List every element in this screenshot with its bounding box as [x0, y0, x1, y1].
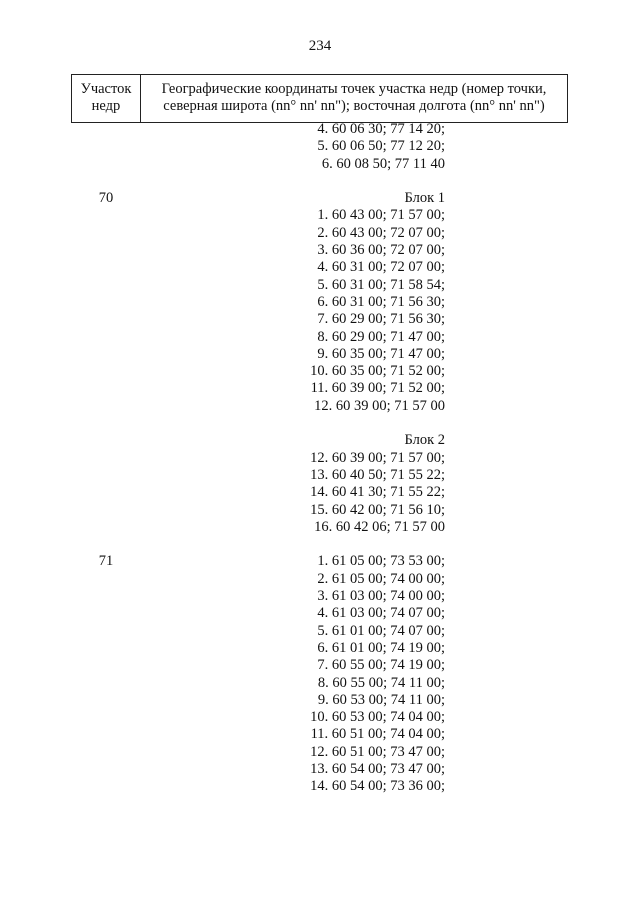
coordinate-point: 11. 60 51 00; 74 04 00; — [310, 726, 445, 743]
coordinate-point: 3. 60 36 00; 72 07 00; — [317, 242, 445, 259]
coordinate-point: 12. 60 51 00; 73 47 00; — [310, 743, 445, 760]
table-row — [71, 484, 568, 501]
coordinate-point: 12. 60 39 00; 71 57 00 — [314, 397, 445, 414]
header-coordinates-column — [141, 75, 568, 122]
coordinate-point: 9. 60 35 00; 71 47 00; — [317, 345, 445, 362]
table-row — [71, 207, 568, 224]
coordinate-point: 6. 60 31 00; 71 56 30; — [317, 293, 445, 310]
table-row — [71, 640, 568, 657]
coordinate-point: 8. 60 29 00; 71 47 00; — [317, 328, 445, 345]
coordinate-point: 1. 61 05 00; 73 53 00; — [317, 553, 445, 570]
coordinate-point: 5. 61 01 00; 74 07 00; — [317, 622, 445, 639]
table-row — [71, 761, 568, 778]
coordinate-point: 5. 60 31 00; 71 58 54; — [317, 276, 445, 293]
table-row — [71, 346, 568, 363]
table-row — [71, 432, 568, 449]
table-row — [71, 553, 568, 570]
table-row — [71, 605, 568, 622]
table-row — [71, 502, 568, 519]
coordinate-point: 4. 60 31 00; 72 07 00; — [317, 259, 445, 276]
header-plot-line1: Участок — [80, 81, 132, 97]
table-row — [71, 692, 568, 709]
table-row — [71, 259, 568, 276]
table-row — [71, 675, 568, 692]
table-row — [71, 121, 568, 138]
plot-number: 70 — [98, 190, 114, 207]
table-row — [71, 138, 568, 155]
coordinate-point: 2. 60 43 00; 72 07 00; — [317, 224, 445, 241]
table-row — [71, 467, 568, 484]
coordinate-point: 12. 60 39 00; 71 57 00; — [310, 449, 445, 466]
table-row — [71, 588, 568, 605]
block-title: Блок 1 — [404, 190, 445, 207]
coordinate-point: 13. 60 40 50; 71 55 22; — [310, 466, 445, 483]
table-row — [71, 571, 568, 588]
coordinate-point: 4. 60 06 30; 77 14 20; — [317, 121, 445, 137]
block-title: Блок 2 — [404, 432, 445, 449]
table-row — [71, 380, 568, 397]
coordinate-point: 7. 60 29 00; 71 56 30; — [317, 311, 445, 328]
header-plot-line2: недр — [91, 98, 121, 114]
plot-number: 71 — [98, 553, 114, 570]
coordinate-point: 5. 60 06 50; 77 12 20; — [317, 138, 445, 155]
page-number: 234 — [308, 38, 332, 54]
table-row — [71, 225, 568, 242]
table-row — [71, 242, 568, 259]
table-header — [71, 74, 568, 123]
coordinate-point: 16. 60 42 06; 71 57 00 — [314, 518, 445, 535]
table-row — [71, 294, 568, 311]
table-row — [71, 744, 568, 761]
table-row — [71, 363, 568, 380]
coordinate-point: 13. 60 54 00; 73 47 00; — [310, 760, 445, 777]
table-row — [71, 450, 568, 467]
coordinate-point: 6. 60 08 50; 77 11 40 — [321, 155, 445, 172]
coordinate-point: 15. 60 42 00; 71 56 10; — [310, 501, 445, 518]
table-row — [71, 398, 568, 415]
coordinate-point: 11. 60 39 00; 71 52 00; — [310, 380, 445, 397]
table-row — [71, 329, 568, 346]
coordinates-list — [71, 121, 568, 796]
table-row — [71, 778, 568, 795]
table-row — [71, 311, 568, 328]
coordinate-point: 3. 61 03 00; 74 00 00; — [317, 588, 445, 605]
coordinate-point: 10. 60 53 00; 74 04 00; — [310, 709, 445, 726]
table-row — [71, 156, 568, 173]
header-coordinates-line2: северная широта (nn° nn' nn"); восточная долгота (nn° nn' nn") — [163, 98, 545, 114]
table-row — [71, 190, 568, 207]
table-row — [71, 709, 568, 726]
coordinate-point: 8. 60 55 00; 74 11 00; — [317, 674, 445, 691]
coordinate-point: 4. 61 03 00; 74 07 00; — [317, 605, 445, 622]
coordinate-point: 2. 61 05 00; 74 00 00; — [317, 570, 445, 587]
table-row — [71, 657, 568, 674]
coordinate-point: 1. 60 43 00; 71 57 00; — [317, 207, 445, 224]
coordinate-point: 14. 60 54 00; 73 36 00; — [310, 778, 445, 795]
coordinate-point: 10. 60 35 00; 71 52 00; — [310, 363, 445, 380]
table-row — [71, 623, 568, 640]
coordinate-point: 9. 60 53 00; 74 11 00; — [317, 691, 445, 708]
coordinate-point: 14. 60 41 30; 71 55 22; — [310, 484, 445, 501]
coordinate-point: 6. 61 01 00; 74 19 00; — [317, 639, 445, 656]
table-row — [71, 726, 568, 743]
header-coordinates-line1: Географические координаты точек участка недр (номер точки, — [161, 81, 547, 97]
table-row — [71, 277, 568, 294]
header-plot-column — [71, 75, 141, 122]
table-row — [71, 519, 568, 536]
coordinate-point: 7. 60 55 00; 74 19 00; — [317, 657, 445, 674]
